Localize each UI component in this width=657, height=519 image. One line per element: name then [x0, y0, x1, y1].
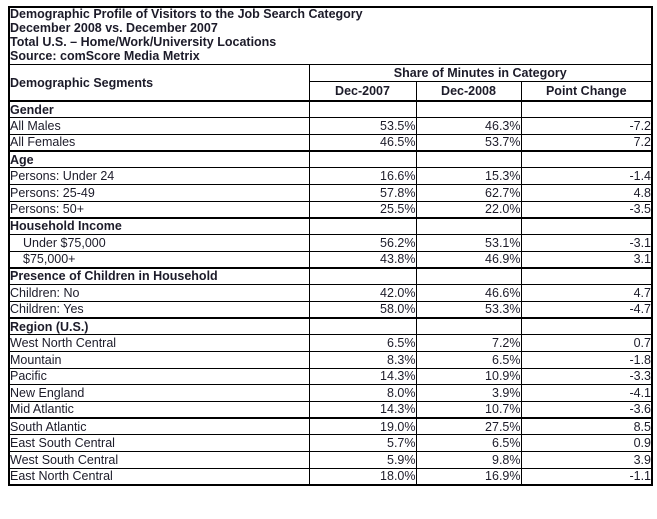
- point-change-value: -1.8: [521, 351, 652, 368]
- table-row: [9, 201, 652, 218]
- table-row: [9, 184, 652, 201]
- dec-2008-value: 53.7%: [416, 134, 521, 151]
- table-row: [9, 435, 652, 452]
- dec-2008-value: 9.8%: [416, 451, 521, 468]
- report-title-line-2: December 2008 vs. December 2007: [10, 21, 218, 36]
- report-title-line-3: Total U.S. – Home/Work/University Locations: [10, 35, 277, 49]
- table-row: [9, 451, 652, 468]
- dec-2007-value: 19.0%: [309, 418, 416, 435]
- dec-2007-value: 58.0%: [309, 301, 416, 318]
- table-row: [9, 168, 652, 185]
- section-label: Presence of Children in Household: [9, 268, 309, 285]
- segment-label: West North Central: [9, 335, 309, 352]
- dec-2007-value: 16.6%: [309, 168, 416, 185]
- segment-label: East South Central: [9, 435, 309, 452]
- table-row: [9, 368, 652, 385]
- table-row: [9, 251, 652, 268]
- dec-2008-value: [416, 218, 521, 235]
- segment-label: South Atlantic: [9, 418, 309, 435]
- point-change-value: [521, 318, 652, 335]
- dec-2007-value: 8.3%: [309, 351, 416, 368]
- section-label: Age: [9, 151, 309, 168]
- dec-2008-value: 46.9%: [416, 251, 521, 268]
- table-row: [9, 134, 652, 151]
- point-change-value: -3.1: [521, 235, 652, 252]
- segment-label: All Females: [9, 134, 309, 151]
- title-block: [9, 7, 652, 65]
- dec-2007-value: 57.8%: [309, 184, 416, 201]
- dec-2007-value: 42.0%: [309, 285, 416, 302]
- dec-2008-value: 27.5%: [416, 418, 521, 435]
- point-change-value: 7.2: [521, 134, 652, 151]
- dec-2008-value: 16.9%: [416, 468, 521, 485]
- point-change-value: -3.6: [521, 401, 652, 418]
- dec-2007-value: 5.7%: [309, 435, 416, 452]
- dec-2007-value: 18.0%: [309, 468, 416, 485]
- dec-2007-value: [309, 268, 416, 285]
- point-change-value: 0.9: [521, 435, 652, 452]
- dec-2007-value: 6.5%: [309, 335, 416, 352]
- point-change-value: 4.7: [521, 285, 652, 302]
- dec-2008-value: 62.7%: [416, 184, 521, 201]
- section-row-gender: [9, 101, 652, 118]
- title-block-row: [9, 7, 652, 65]
- segment-label: West South Central: [9, 451, 309, 468]
- segment-label: Under $75,000: [9, 235, 309, 252]
- dec-2007-value: 53.5%: [309, 118, 416, 135]
- table-row: [9, 351, 652, 368]
- section-label: Gender: [9, 101, 309, 118]
- point-change-value: 4.8: [521, 184, 652, 201]
- table-row: [9, 385, 652, 402]
- table-row: [9, 335, 652, 352]
- dec-2008-value: 10.7%: [416, 401, 521, 418]
- table-row: [9, 118, 652, 135]
- segment-label: $75,000+: [9, 251, 309, 268]
- section-row-household-income: [9, 218, 652, 235]
- table-row: [9, 285, 652, 302]
- dec-2008-value: 46.6%: [416, 285, 521, 302]
- dec-2008-value: [416, 101, 521, 118]
- dec-2008-value: 7.2%: [416, 335, 521, 352]
- segment-label: New England: [9, 385, 309, 402]
- point-change-value: 3.1: [521, 251, 652, 268]
- segment-label: Children: No: [9, 285, 309, 302]
- dec-2007-value: [309, 101, 416, 118]
- table-row: [9, 468, 652, 485]
- segment-label: Persons: 50+: [9, 201, 309, 218]
- dec-2007-value: 43.8%: [309, 251, 416, 268]
- section-row-children: [9, 268, 652, 285]
- point-change-value: -4.1: [521, 385, 652, 402]
- dec-2008-value: 22.0%: [416, 201, 521, 218]
- segment-label: Persons: 25-49: [9, 184, 309, 201]
- col-header-dec-2008: Dec-2008: [416, 82, 521, 102]
- dec-2008-value: 46.3%: [416, 118, 521, 135]
- col-header-dec-2007: Dec-2007: [309, 82, 416, 102]
- group-header-row: [9, 65, 652, 82]
- dec-2008-value: 15.3%: [416, 168, 521, 185]
- table-row: [9, 301, 652, 318]
- dec-2008-value: 6.5%: [416, 351, 521, 368]
- col-header-point-change: Point Change: [521, 82, 652, 102]
- dec-2007-value: [309, 151, 416, 168]
- section-row-region: [9, 318, 652, 335]
- point-change-value: 3.9: [521, 451, 652, 468]
- point-change-value: -1.1: [521, 468, 652, 485]
- section-label: Household Income: [9, 218, 309, 235]
- dec-2008-value: 53.3%: [416, 301, 521, 318]
- dec-2007-value: 5.9%: [309, 451, 416, 468]
- dec-2008-value: [416, 151, 521, 168]
- dec-2007-value: 8.0%: [309, 385, 416, 402]
- segment-label: Mid Atlantic: [9, 401, 309, 418]
- section-label: Region (U.S.): [9, 318, 309, 335]
- segment-label: Pacific: [9, 368, 309, 385]
- point-change-value: -3.5: [521, 201, 652, 218]
- point-change-value: [521, 151, 652, 168]
- point-change-value: [521, 101, 652, 118]
- dec-2008-value: 6.5%: [416, 435, 521, 452]
- dec-2008-value: 10.9%: [416, 368, 521, 385]
- point-change-value: -4.7: [521, 301, 652, 318]
- dec-2007-value: 14.3%: [309, 368, 416, 385]
- dec-2007-value: 46.5%: [309, 134, 416, 151]
- table-row: [9, 235, 652, 252]
- col-header-demographic-segments: Demographic Segments: [9, 65, 309, 102]
- dec-2008-value: 53.1%: [416, 235, 521, 252]
- dec-2008-value: 3.9%: [416, 385, 521, 402]
- segment-label: Mountain: [9, 351, 309, 368]
- table-row: [9, 401, 652, 418]
- point-change-value: 8.5: [521, 418, 652, 435]
- point-change-value: -7.2: [521, 118, 652, 135]
- segment-label: Persons: Under 24: [9, 168, 309, 185]
- dec-2007-value: 56.2%: [309, 235, 416, 252]
- segment-label: Children: Yes: [9, 301, 309, 318]
- section-row-age: [9, 151, 652, 168]
- dec-2008-value: [416, 268, 521, 285]
- point-change-value: 0.7: [521, 335, 652, 352]
- report-title-line-1: Demographic Profile of Visitors to the Job Search Category: [10, 7, 363, 22]
- dec-2007-value: [309, 218, 416, 235]
- dec-2008-value: [416, 318, 521, 335]
- point-change-value: [521, 268, 652, 285]
- share-of-minutes-header: Share of Minutes in Category: [309, 65, 652, 82]
- dec-2007-value: [309, 318, 416, 335]
- point-change-value: -1.4: [521, 168, 652, 185]
- point-change-value: [521, 218, 652, 235]
- dec-2007-value: 14.3%: [309, 401, 416, 418]
- table-row: [9, 418, 652, 435]
- segment-label: All Males: [9, 118, 309, 135]
- report-source-line: Source: comScore Media Metrix: [10, 48, 200, 63]
- demographics-table: [8, 6, 653, 486]
- dec-2007-value: 25.5%: [309, 201, 416, 218]
- point-change-value: -3.3: [521, 368, 652, 385]
- segment-label: East North Central: [9, 468, 309, 485]
